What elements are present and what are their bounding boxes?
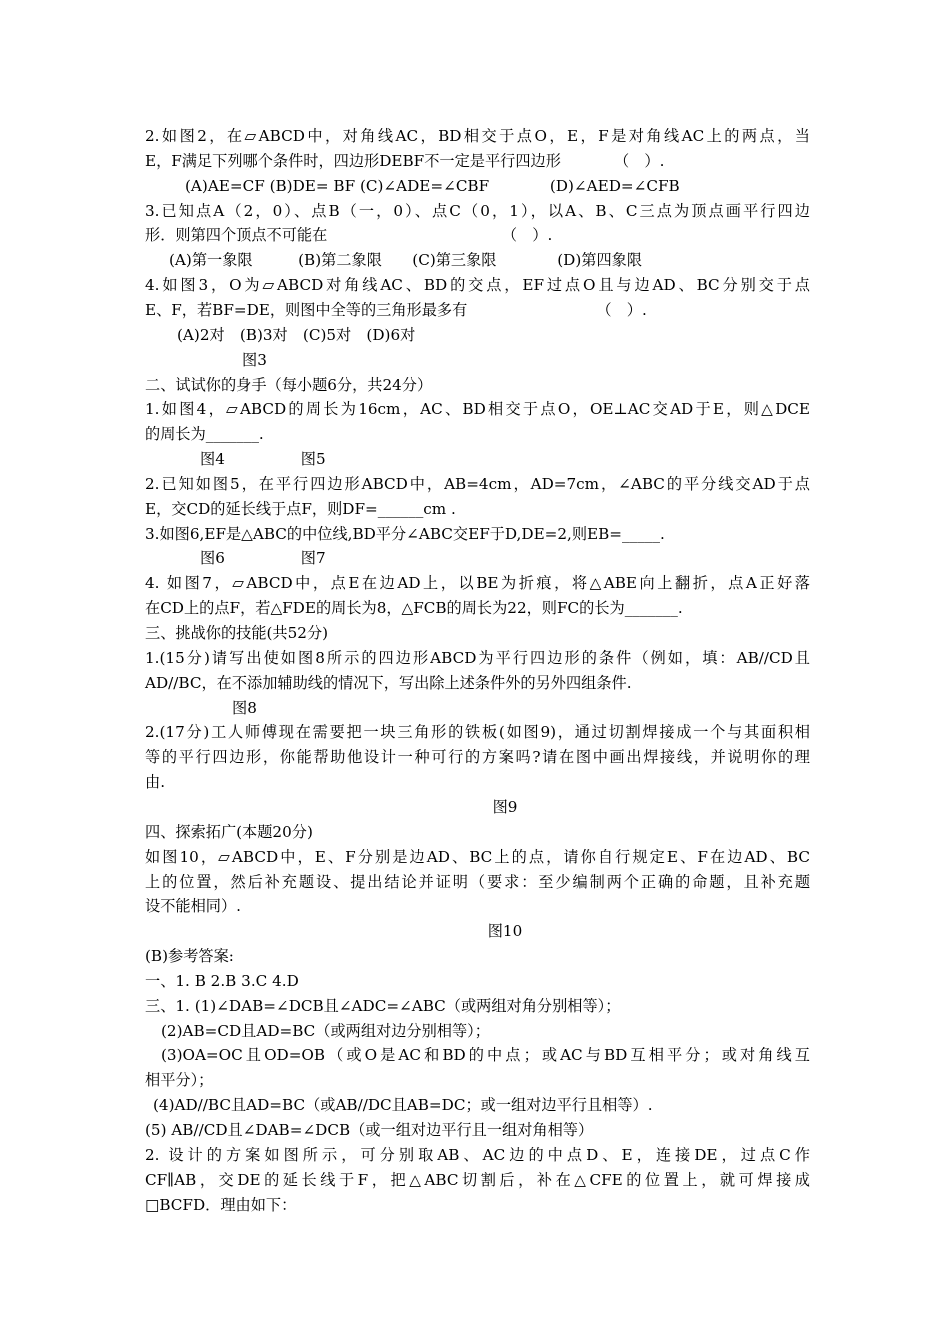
text-line: 4. 如图7，▱ABCD中，点E在边AD上，以BE为折痕，将△ABE向上翻折，点A正好落 — [145, 574, 810, 593]
text-line: 三、挑战你的技能(共52分) — [145, 624, 329, 642]
text-line: 图6 图7 — [200, 549, 326, 568]
text-line: 等的平行四边形，你能帮助他设计一种可行的方案吗?请在图中画出焊接线，并说明你的理 — [145, 748, 810, 767]
text-line: 图8 — [232, 698, 257, 717]
text-line: (B)参考答案: — [145, 947, 234, 966]
text-line: 2.已知如图5，在平行四边形ABCD中，AB=4cm，AD=7cm，∠ABC的平分线交AD于点 — [145, 474, 810, 493]
text-line: CF∥AB，交DE的延长线于F，把△ABC切割后，补在△CFE的位置上，就可焊接成 — [145, 1170, 810, 1189]
text-line: 4.如图3，O为▱ABCD对角线AC、BD的交点，EF过点O且与边AD、BC分别交于点 — [145, 276, 810, 295]
text-line: 1.如图4，▱ABCD的周长为16cm，AC、BD相交于点O，OE⊥AC交AD于E，则△DCE — [145, 400, 810, 419]
text-line: (3)OA=OC且OD=OB（或O是AC和BD的中点；或AC与BD互相平分；或对角线互 — [161, 1046, 810, 1065]
text-line: 一、1. B 2.B 3.C 4.D — [145, 971, 299, 990]
text-line: 图3 — [242, 350, 267, 369]
text-line: 上的位置，然后补充题设、提出结论并证明（要求：至少编制两个正确的命题，且补充题 — [145, 872, 810, 891]
text-line: 图9 — [492, 797, 518, 816]
text-line: 二、试试你的身手（每小题6分，共24分） — [145, 375, 433, 394]
text-line: (A)2对 (B)3对 (C)5对 (D)6对 — [177, 325, 416, 344]
text-line: (4)AD//BC且AD=BC（或AB//DC且AB=DC；或一组对边平行且相等）. — [153, 1096, 653, 1115]
text-line: (5) AB//CD且∠DAB=∠DCB（或一组对边平行且一组对角相等） — [145, 1121, 594, 1139]
text-line: 三、1. (1)∠DAB=∠DCB且∠ADC=∠ABC（或两组对角分别相等）； — [145, 996, 621, 1015]
text-line: (A)第一象限 (B)第二象限 (C)第三象限 (D)第四象限 — [169, 251, 643, 270]
text-line: 如图10，▱ABCD中，E、F分别是边AD、BC上的点，请你自行规定E、F在边AD、BC — [145, 847, 810, 866]
text-line: □BCFD．理由如下： — [145, 1195, 297, 1214]
text-line: AD//BC，在不添加辅助线的情况下，写出除上述条件外的另外四组条件. — [145, 673, 632, 692]
text-line: 四、探索拓广(本题20分) — [145, 822, 313, 841]
text-line: (A)AE=CF (B)DE= BF (C)∠ADE=∠CBF (D)∠AED=∠CFB — [185, 176, 680, 195]
text-line: 相平分）； — [145, 1071, 214, 1090]
text-line: 图4 图5 — [200, 450, 326, 469]
text-line: 在CD上的点F，若△FDE的周长为8，△FCB的周长为22，则FC的长为_______. — [145, 599, 683, 618]
text-line: 2. 设计的方案如图所示，可分别取AB、AC边的中点D、E，连接DE，过点C作 — [145, 1145, 810, 1164]
text-line: 的周长为_______. — [145, 425, 264, 444]
text-line: 3.已知点A（2，0）、点B（一，0）、点C（0，1），以A、B、C三点为顶点画平行四边 — [145, 201, 810, 220]
text-line: 设不能相同）. — [145, 897, 241, 916]
text-line: 形．则第四个顶点不可能在 （ ）. — [145, 226, 553, 245]
text-line: 2.(17分)工人师傅现在需要把一块三角形的铁板(如图9)，通过切割焊接成一个与其面积相 — [145, 723, 810, 742]
text-line: 3.如图6,EF是△ABC的中位线,BD平分∠ABC交EF于D,DE=2,则EB=_____. — [145, 524, 665, 543]
text-line: 2.如图2，在▱ABCD中，对角线AC，BD相交于点O，E，F是对角线AC上的两点，当 — [145, 127, 810, 145]
text-line: 1.(15分)请写出使如图8所示的四边形ABCD为平行四边形的条件（例如，填：AB//CD且 — [145, 648, 810, 667]
text-line: 由. — [145, 773, 166, 792]
text-line: E，F满足下列哪个条件时，四边形DEBF不一定是平行四边形 （ ）. — [145, 151, 665, 170]
text-line: (2)AB=CD且AD=BC（或两组对边分别相等）； — [161, 1021, 490, 1040]
text-line: E、F，若BF=DE，则图中全等的三角形最多有 （ ）. — [145, 300, 647, 319]
text-line: 图10 — [487, 922, 523, 941]
text-line: E，交CD的延长线于点F，则DF=______cm . — [145, 499, 456, 518]
